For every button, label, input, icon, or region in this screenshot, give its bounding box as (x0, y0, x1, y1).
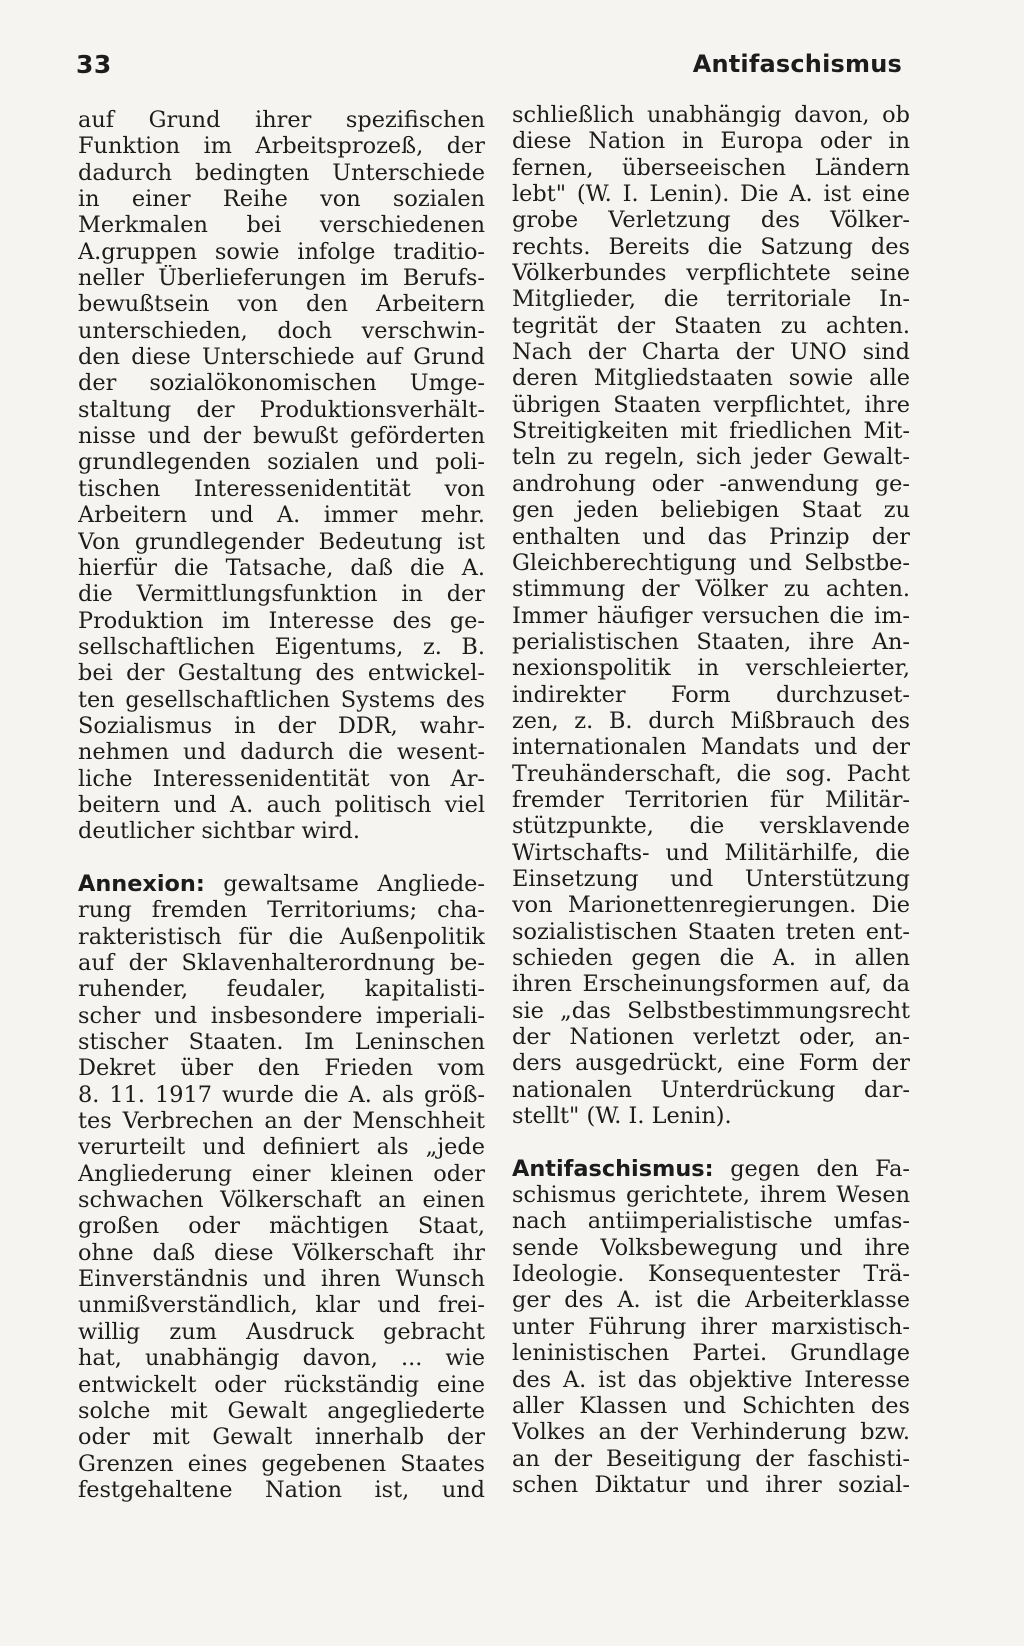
text-line: festgehaltene Nation ist, und (78, 1476, 485, 1503)
continuation-paragraph (78, 107, 485, 845)
text-line: an der Beseitigung der faschisti- (512, 1445, 910, 1472)
text-line: Angliederung einer kleinen oder (78, 1160, 485, 1187)
entry-first-line-text: gewaltsame Angliede- (204, 870, 485, 897)
text-line: tischen Interessenidentität von (78, 475, 485, 502)
text-line: nationalen Unterdrückung dar- (512, 1076, 910, 1103)
entry-annexion (78, 871, 485, 1503)
text-line: hierfür die Tatsache, daß die A. (78, 554, 485, 581)
text-line: rakteristisch für die Außenpolitik (78, 923, 485, 950)
text-line: nexionspolitik in verschleierter, (512, 655, 910, 682)
text-line: ohne daß diese Völkerschaft ihr (78, 1239, 485, 1266)
text-line: staltung der Produktionsverhält- (78, 396, 485, 423)
entry-body (78, 897, 485, 1503)
text-line: Völkerbundes verpflichtete seine (512, 260, 910, 287)
text-line: von Marionettenregierungen. Die (512, 892, 910, 919)
text-line: Grenzen eines gegebenen Staates (78, 1450, 485, 1477)
right-column (512, 102, 910, 1498)
text-line: oder mit Gewalt innerhalb der (78, 1424, 485, 1451)
text-line: Von grundlegender Bedeutung ist (78, 528, 485, 555)
text-line: stimmung der Völker zu achten. (512, 576, 910, 603)
text-line: nach antiimperialistische umfas- (512, 1208, 910, 1235)
text-line: tegrität der Staaten zu achten. (512, 312, 910, 339)
text-line: verurteilt und definiert als „jede (78, 1134, 485, 1161)
text-line: A.gruppen sowie infolge traditio- (78, 238, 485, 265)
text-line: teln zu regeln, sich jeder Gewalt- (512, 444, 910, 471)
text-line: Funktion im Arbeitsprozeß, der (78, 133, 485, 160)
entry-body (512, 1182, 910, 1498)
entry-term: Antifaschismus: (512, 1155, 714, 1182)
text-line: stischer Staaten. Im Leninschen (78, 1029, 485, 1056)
text-line: deren Mitgliedstaaten sowie alle (512, 365, 910, 392)
text-line: ruhender, feudaler, kapitalisti- (78, 976, 485, 1003)
text-line: Streitigkeiten mit friedlichen Mit- (512, 418, 910, 445)
text-line: liche Interessenidentität von Ar- (78, 765, 485, 792)
text-line: indirekter Form durchzuset- (512, 681, 910, 708)
text-line: schismus gerichtete, ihrem Wesen (512, 1182, 910, 1209)
text-line: ders ausgedrückt, eine Form der (512, 1050, 910, 1077)
text-line: leninistischen Partei. Grundlage (512, 1340, 910, 1367)
text-line: der sozialökonomischen Umge- (78, 370, 485, 397)
text-line: scher und insbesondere imperiali- (78, 1002, 485, 1029)
text-line: enthalten und das Prinzip der (512, 523, 910, 550)
text-line: sozialistischen Staaten treten ent- (512, 918, 910, 945)
text-line: deutlicher sichtbar wird. (78, 818, 360, 845)
text-line: schließlich unabhängig davon, ob (512, 102, 910, 128)
text-line: Arbeitern und A. immer mehr. (78, 502, 485, 529)
text-line: in einer Reihe von sozialen (78, 186, 485, 213)
text-line: auf der Sklavenhalterordnung be- (78, 950, 485, 976)
text-line: 8. 11. 1917 wurde die A. als größ- (78, 1081, 485, 1108)
text-line: tes Verbrechen an der Menschheit (78, 1108, 485, 1135)
text-line: Nach der Charta der UNO sind (512, 339, 910, 366)
text-line: grundlegenden sozialen und poli- (78, 449, 485, 476)
running-head: Antifaschismus (692, 50, 902, 78)
text-line: Wirtschafts- und Militärhilfe, die (512, 839, 910, 866)
text-line: lebt" (W. I. Lenin). Die A. ist eine (512, 181, 910, 208)
text-line: fremder Territorien für Militär- (512, 786, 910, 813)
paragraph-gap (512, 1129, 910, 1155)
entry-term: Annexion: (78, 870, 205, 897)
text-line: solche mit Gewalt angegliederte (78, 1397, 485, 1424)
text-line: Mitglieder, die territoriale In- (512, 286, 910, 313)
text-line: Merkmalen bei verschiedenen (78, 212, 485, 239)
text-line: nisse und der bewußt geförderten (78, 423, 485, 450)
text-line: bewußtsein von den Arbeitern (78, 291, 485, 318)
text-line: sellschaftlichen Eigentums, z. B. (78, 633, 485, 660)
entry-antifaschismus (512, 1156, 910, 1498)
text-line: grobe Verletzung des Völker- (512, 207, 910, 234)
text-line: Immer häufiger versuchen die im- (512, 602, 910, 629)
text-line: diese Nation in Europa oder in (512, 128, 910, 155)
text-line: schen Diktatur und ihrer sozial- (512, 1471, 910, 1498)
text-line: androhung oder -anwendung ge- (512, 470, 910, 497)
text-line: Ideologie. Konsequentester Trä- (512, 1261, 910, 1288)
text-line: unmißverständlich, klar und frei- (78, 1292, 485, 1319)
text-line: Einverständnis und ihren Wunsch (78, 1266, 485, 1293)
text-line: schwachen Völkerschaft an einen (78, 1187, 485, 1214)
text-line: der Nationen verletzt oder, an- (512, 1024, 910, 1051)
text-line: ger des A. ist die Arbeiterklasse (512, 1287, 910, 1314)
text-line: entwickelt oder rückständig eine (78, 1371, 485, 1398)
text-line: Produktion im Interesse des ge- (78, 607, 485, 634)
entry-first-line (512, 1156, 910, 1182)
text-line: willig zum Ausdruck gebracht (78, 1318, 485, 1345)
entry-first-line-text: gegen den Fa- (713, 1155, 910, 1182)
text-line: rung fremden Territoriums; cha- (78, 897, 485, 924)
text-line: des A. ist das objektive Interesse (512, 1366, 910, 1393)
text-line: schieden gegen die A. in allen (512, 945, 910, 971)
text-line: dadurch bedingten Unterschiede (78, 159, 485, 186)
text-line: übrigen Staaten verpflichtet, ihre (512, 391, 910, 418)
text-line: fernen, überseeischen Ländern (512, 154, 910, 181)
text-line: unter Führung ihrer marxistisch- (512, 1313, 910, 1340)
text-line: großen oder mächtigen Staat, (78, 1213, 485, 1240)
text-line: sende Volksbewegung und ihre (512, 1234, 910, 1261)
text-line: stützpunkte, die versklavende (512, 813, 910, 840)
text-line: internationalen Mandats und der (512, 734, 910, 761)
text-line: auf Grund ihrer spezifischen (78, 107, 485, 133)
text-line: beitern und A. auch politisch viel (78, 791, 485, 818)
text-line: stellt" (W. I. Lenin). (512, 1103, 732, 1130)
text-line: sie „das Selbstbestimmungsrecht (512, 997, 910, 1024)
text-line: hat, unabhängig davon, ... wie (78, 1345, 485, 1372)
text-line: Dekret über den Frieden vom (78, 1055, 485, 1082)
text-line: den diese Unterschiede auf Grund (78, 344, 485, 371)
text-line: Volkes an der Verhinderung bzw. (512, 1419, 910, 1446)
text-line: bei der Gestaltung des entwickel- (78, 660, 485, 687)
paragraph-gap (78, 845, 485, 871)
text-line: zen, z. B. durch Mißbrauch des (512, 707, 910, 734)
text-line: Sozialismus in der DDR, wahr- (78, 712, 485, 739)
page-number: 33 (76, 50, 112, 79)
text-line: unterschieden, doch verschwin- (78, 317, 485, 344)
text-line: ihren Erscheinungsformen auf, da (512, 971, 910, 998)
entry-first-line (78, 871, 485, 897)
text-line: aller Klassen und Schichten des (512, 1392, 910, 1419)
text-line: Gleichberechtigung und Selbstbe- (512, 549, 910, 576)
text-line: ten gesellschaftlichen Systems des (78, 686, 485, 713)
page-header (76, 50, 902, 90)
text-line: rechts. Bereits die Satzung des (512, 233, 910, 260)
text-line: die Vermittlungsfunktion in der (78, 581, 485, 608)
text-line: neller Überlieferungen im Berufs- (78, 265, 485, 292)
continuation-paragraph (512, 102, 910, 1129)
text-line: Treuhänderschaft, die sog. Pacht (512, 760, 910, 787)
text-line: nehmen und dadurch die wesent- (78, 739, 485, 766)
text-line: perialistischen Staaten, ihre An- (512, 628, 910, 655)
text-line: Einsetzung und Unterstützung (512, 865, 910, 892)
left-column (78, 107, 485, 1503)
text-line: gen jeden beliebigen Staat zu (512, 497, 910, 524)
